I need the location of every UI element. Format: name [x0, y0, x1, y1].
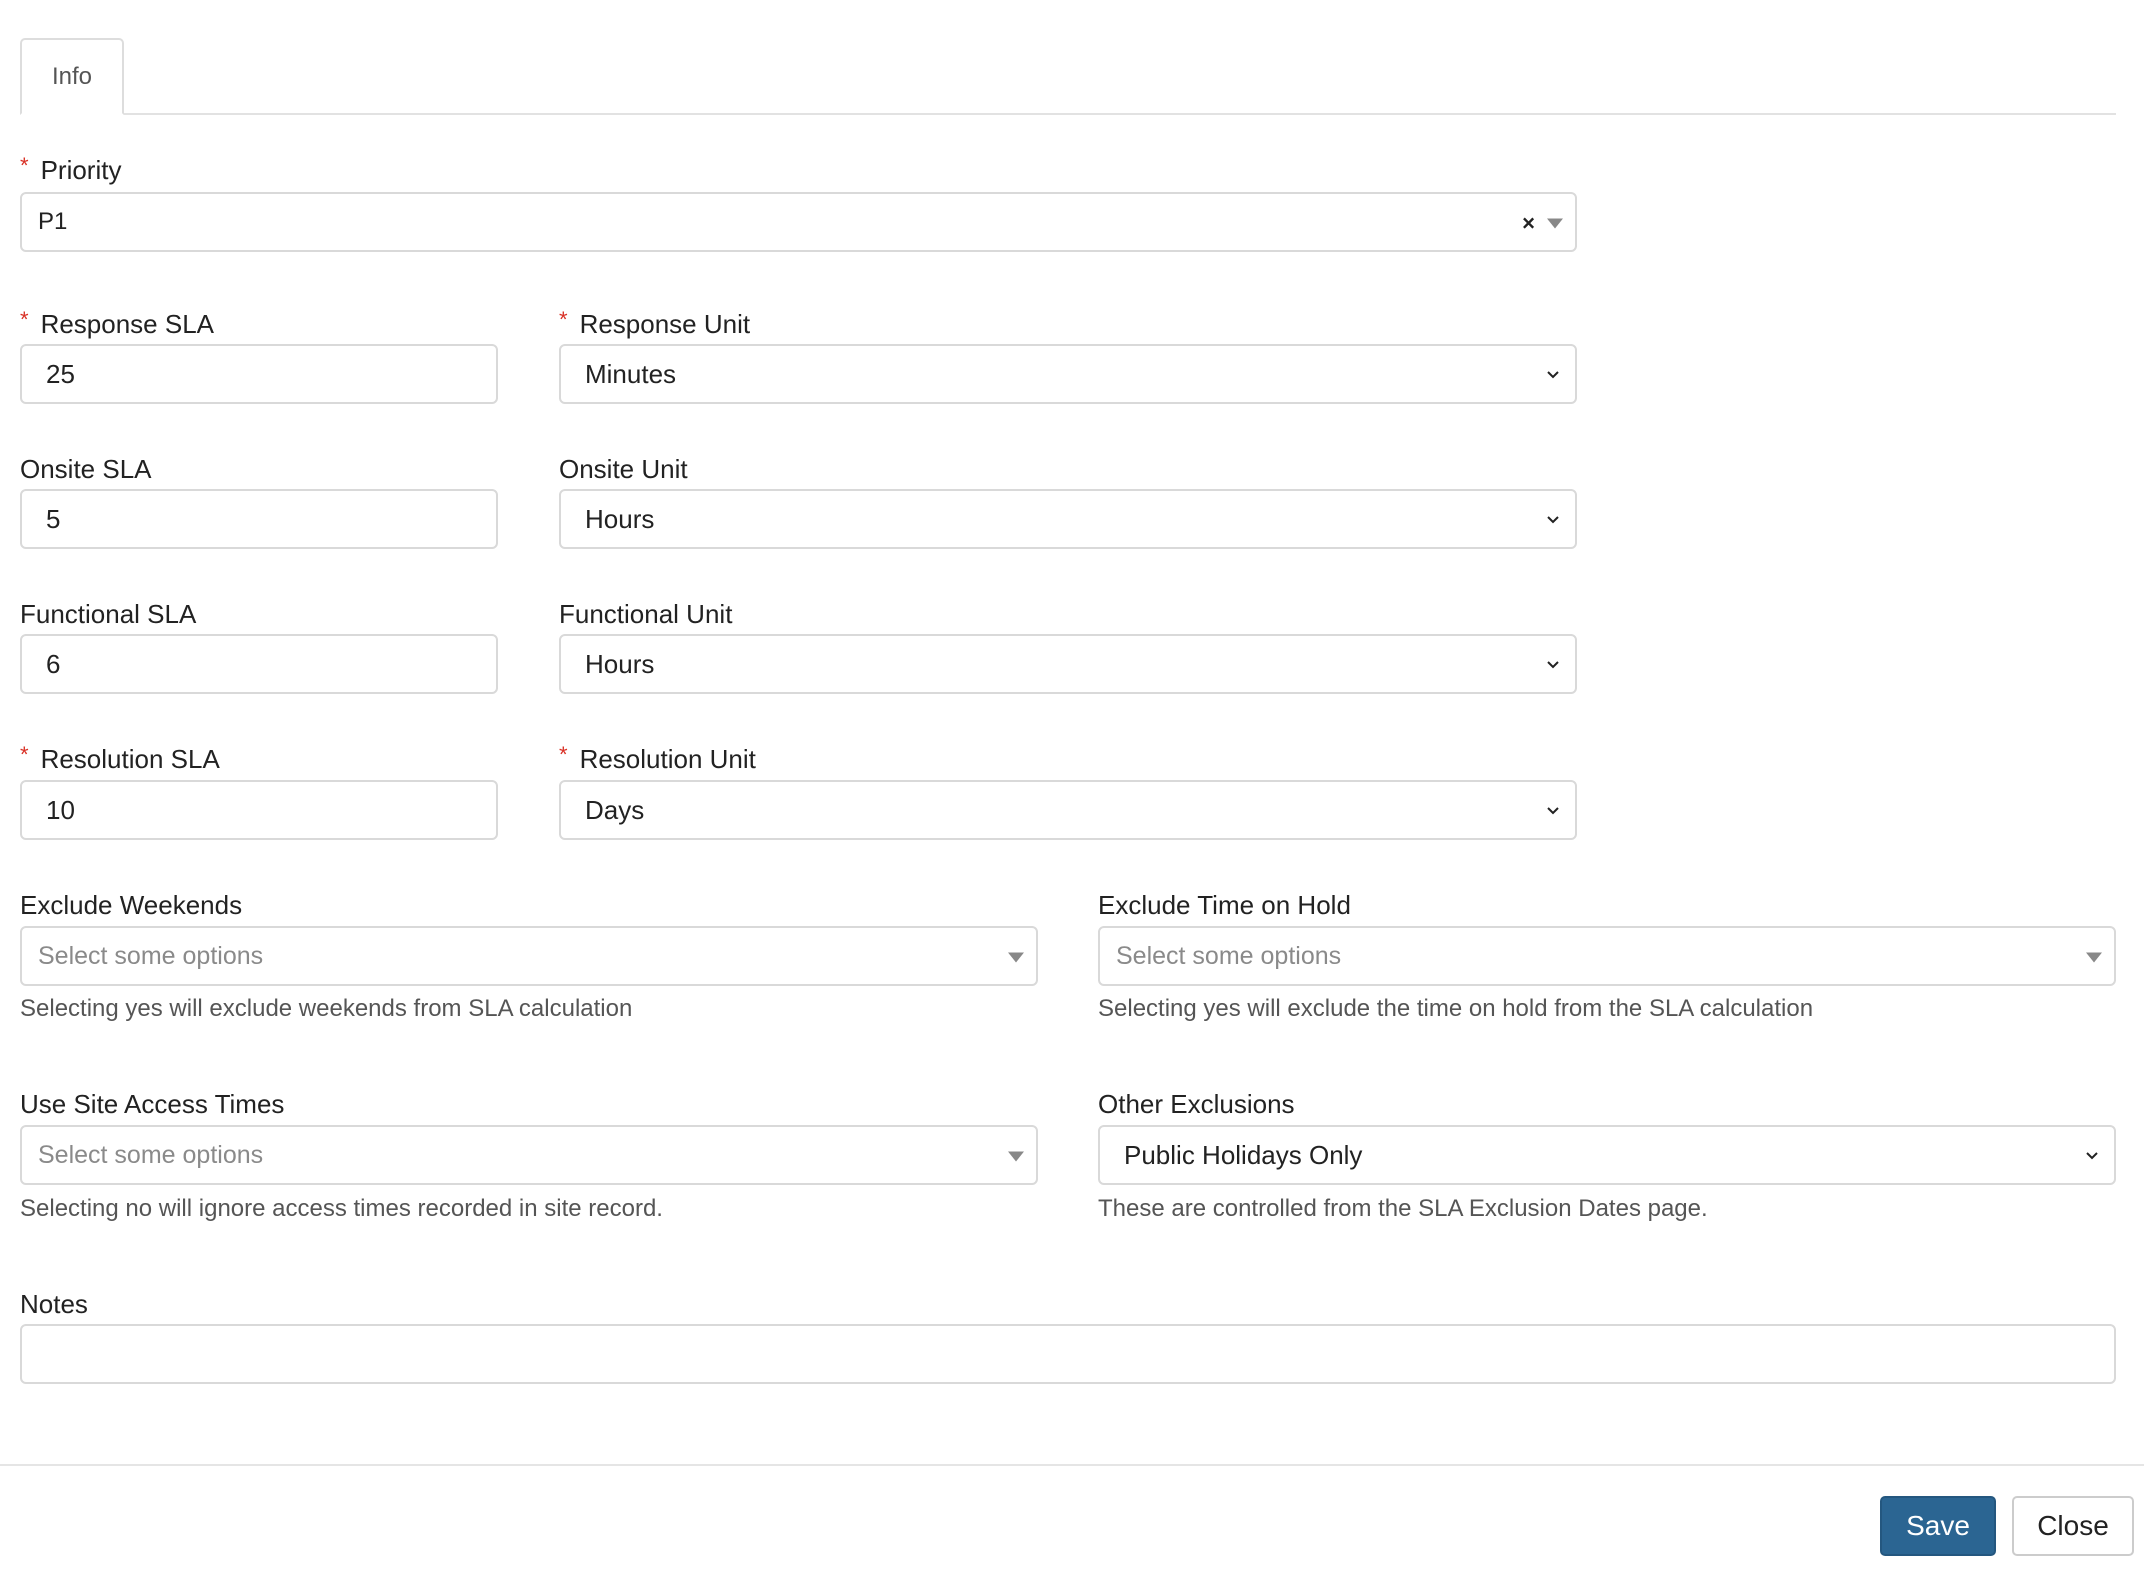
use-site-access-times-placeholder: Select some options	[38, 1140, 264, 1169]
caret-down-icon	[2086, 953, 2102, 963]
priority-value: P1	[38, 208, 68, 235]
onsite-unit-value: Hours	[585, 503, 655, 534]
footer-divider	[0, 1464, 2144, 1466]
other-exclusions-select[interactable]	[1098, 1125, 2116, 1185]
caret-down-icon	[1547, 219, 1563, 229]
chevron-down-icon	[1545, 366, 1561, 382]
chevron-down-icon	[2084, 1147, 2100, 1163]
resolution-sla-input[interactable]	[20, 780, 498, 840]
resolution-unit-label-text: Resolution Unit	[579, 743, 756, 774]
other-exclusions-label-text: Other Exclusions	[1098, 1088, 1295, 1119]
other-exclusions-label	[1098, 1086, 1295, 1122]
exclude-weekends-label-text: Exclude Weekends	[20, 889, 243, 920]
use-site-access-times-select[interactable]	[20, 1125, 1038, 1185]
onsite-sla-input[interactable]	[20, 489, 498, 549]
response-sla-label-text: Response SLA	[40, 308, 215, 339]
exclude-weekends-help: Selecting yes will exclude weekends from SLA calculation	[20, 995, 633, 1022]
functional-unit-select[interactable]	[559, 634, 1577, 694]
priority-label-text: Priority	[40, 154, 122, 185]
chevron-down-icon	[1545, 802, 1561, 818]
exclude-time-on-hold-placeholder: Select some options	[1116, 941, 1342, 970]
priority-label	[20, 152, 121, 188]
functional-sla-input[interactable]	[20, 634, 498, 694]
other-exclusions-help: These are controlled from the SLA Exclusion Dates page.	[1098, 1195, 1708, 1222]
use-site-access-times-help: Selecting no will ignore access times recorded in site record.	[20, 1195, 663, 1222]
chevron-down-icon	[1545, 511, 1561, 527]
resolution-unit-label	[559, 741, 756, 777]
chevron-down-icon	[1545, 656, 1561, 672]
priority-select[interactable]	[20, 192, 1577, 252]
response-unit-value: Minutes	[585, 358, 677, 389]
use-site-access-times-label-text: Use Site Access Times	[20, 1088, 285, 1119]
notes-label	[20, 1286, 88, 1322]
exclude-time-on-hold-label-text: Exclude Time on Hold	[1098, 889, 1351, 920]
response-unit-label-text: Response Unit	[579, 308, 751, 339]
caret-down-icon	[1008, 953, 1024, 963]
functional-sla-label	[20, 596, 196, 632]
tab-info[interactable]	[20, 38, 124, 115]
exclude-time-on-hold-select[interactable]	[1098, 926, 2116, 986]
tab-info-label: Info	[52, 62, 93, 90]
onsite-unit-label	[559, 451, 688, 487]
exclude-time-on-hold-label	[1098, 887, 1351, 923]
close-button-label: Close	[2037, 1510, 2109, 1541]
required-marker: *	[20, 153, 29, 178]
onsite-sla-label-text: Onsite SLA	[20, 453, 152, 484]
resolution-unit-select[interactable]	[559, 780, 1577, 840]
functional-unit-label	[559, 596, 732, 632]
required-marker: *	[20, 742, 29, 767]
onsite-sla-value: 5	[46, 503, 61, 534]
required-marker: *	[559, 307, 568, 332]
tab-bar	[20, 38, 2116, 115]
required-marker: *	[20, 307, 29, 332]
resolution-sla-value: 10	[46, 794, 75, 825]
onsite-sla-label	[20, 451, 152, 487]
resolution-sla-label-text: Resolution SLA	[40, 743, 220, 774]
use-site-access-times-label	[20, 1086, 284, 1122]
functional-sla-value: 6	[46, 648, 61, 679]
notes-label-text: Notes	[20, 1288, 88, 1319]
onsite-unit-select[interactable]	[559, 489, 1577, 549]
clear-icon[interactable]: ×	[1522, 210, 1535, 236]
resolution-sla-label	[20, 741, 220, 777]
save-button-label: Save	[1906, 1510, 1970, 1541]
functional-sla-label-text: Functional SLA	[20, 598, 197, 629]
response-sla-label	[20, 306, 214, 342]
response-unit-label	[559, 306, 750, 342]
response-unit-select[interactable]	[559, 344, 1577, 404]
resolution-unit-value: Days	[585, 794, 645, 825]
required-marker: *	[559, 742, 568, 767]
caret-down-icon	[1008, 1152, 1024, 1162]
close-button[interactable]	[2012, 1496, 2134, 1556]
other-exclusions-value: Public Holidays Only	[1124, 1139, 1363, 1170]
exclude-weekends-label	[20, 887, 242, 923]
response-sla-input[interactable]	[20, 344, 498, 404]
onsite-unit-label-text: Onsite Unit	[559, 453, 688, 484]
exclude-weekends-placeholder: Select some options	[38, 941, 264, 970]
functional-unit-label-text: Functional Unit	[559, 598, 733, 629]
exclude-time-on-hold-help: Selecting yes will exclude the time on hold from the SLA calculation	[1098, 995, 1814, 1022]
response-sla-value: 25	[46, 358, 75, 389]
functional-unit-value: Hours	[585, 648, 655, 679]
notes-input[interactable]	[20, 1324, 2116, 1384]
save-button[interactable]	[1880, 1496, 1996, 1556]
exclude-weekends-select[interactable]	[20, 926, 1038, 986]
